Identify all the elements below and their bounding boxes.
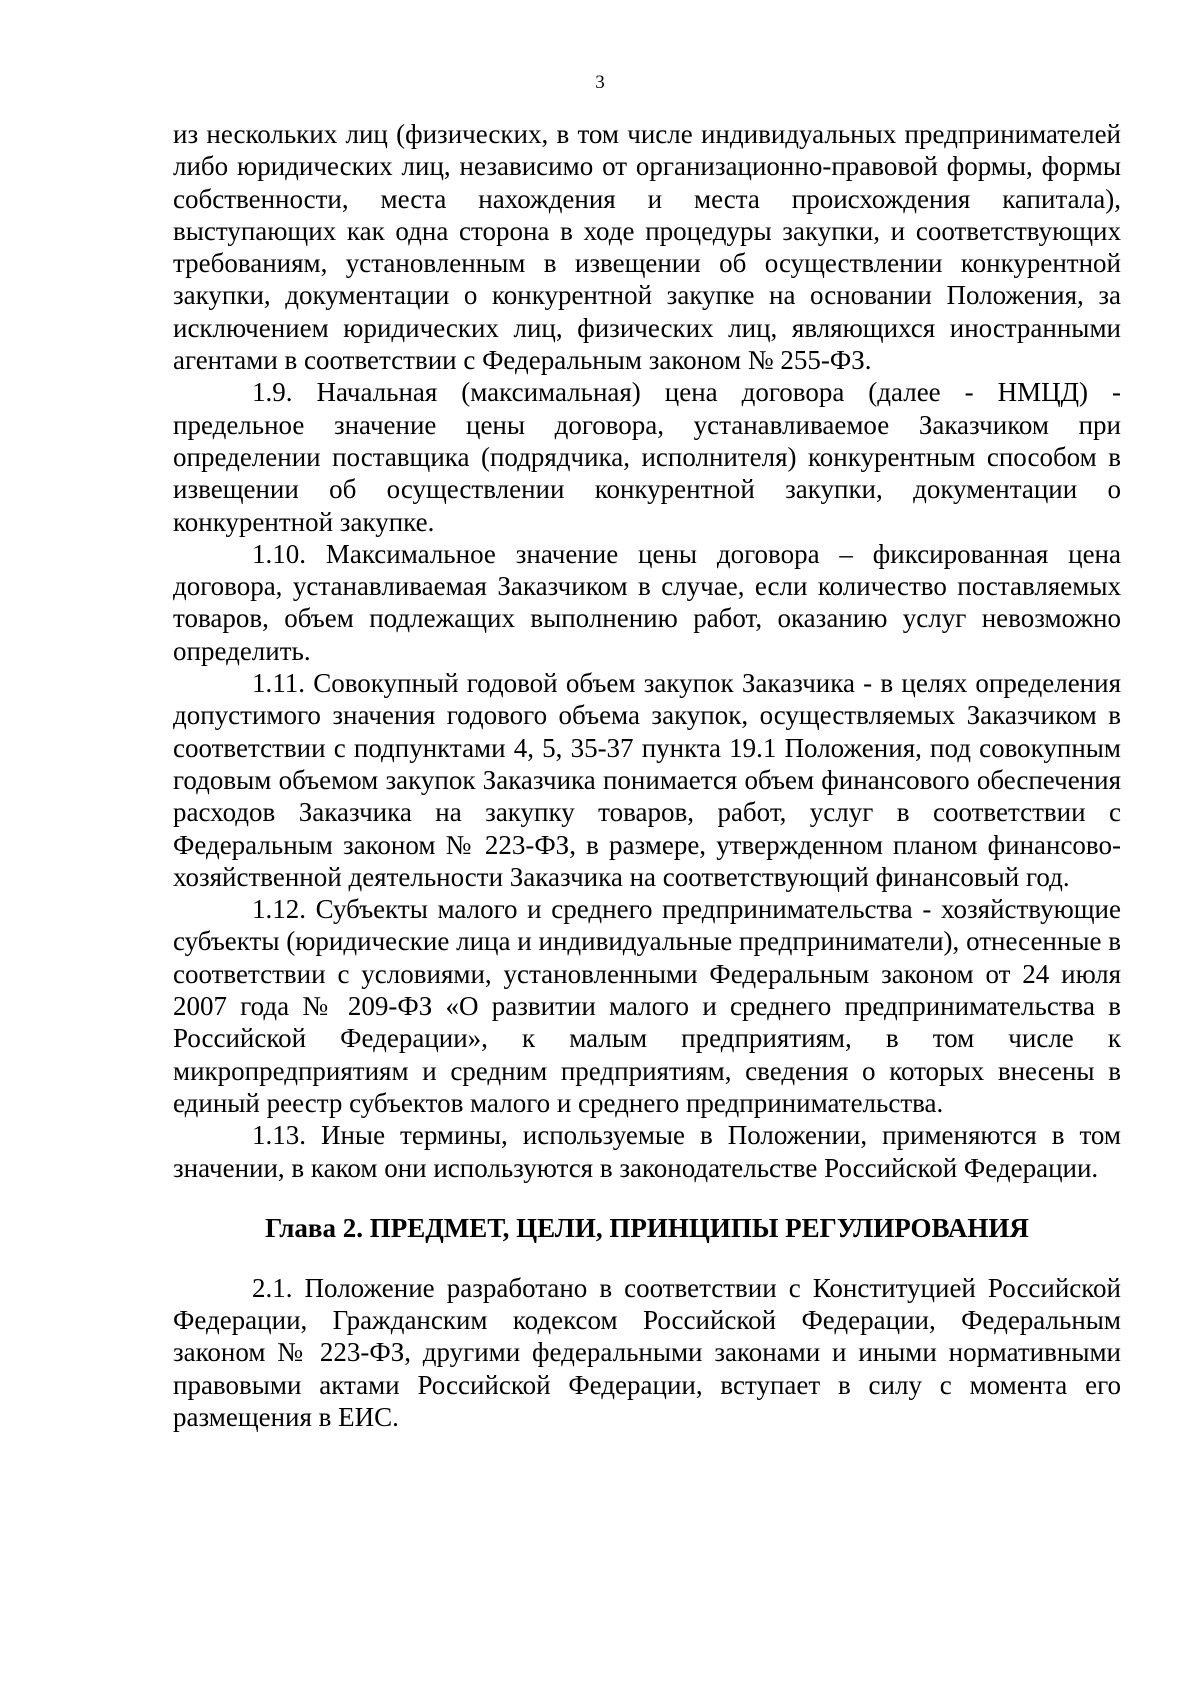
- paragraph-1-12: 1.12. Субъекты малого и среднего предпринимательства - хозяйствующие субъекты (юридические лица и индивидуальные предприниматели), отнесенные в соответствии с условиями, установленными Федеральным законом от 24 июля 2007 года № 209-ФЗ «О развитии малого и среднего предпринимательства в Российской Федерации», к малым предприятиям, в том числе к микропредприятиям и средним предприятиям, сведения о которых внесены в единый реестр субъектов малого и среднего предпринимательства.: [173, 894, 1121, 1118]
- page-number: 3: [595, 72, 605, 93]
- paragraph-continuation: из нескольких лиц (физических, в том числе индивидуальных предпринимателей либо юридических лиц, независимо от организационно-правовой формы, формы собственности, места нахождения и места происхождения капитала), выступающих как одна сторона в ходе процедуры закупки, и соответствующих требованиям, установленным в извещении об осуществлении конкурентной закупки, документации о конкурентной закупке на основании Положения, за исключением юридических лиц, физических лиц, являющихся иностранными агентами в соответствии с Федеральным законом № 255-ФЗ.: [173, 119, 1121, 376]
- page-content: [173, 118, 1121, 1433]
- paragraph-2-1: 2.1. Положение разработано в соответствии с Конституцией Российской Федерации, Гражданским кодексом Российской Федерации, Федеральным законом № 223-ФЗ, другими федеральными законами и иными нормативными правовыми актами Российской Федерации, вступает в силу с момента его размещения в ЕИС.: [173, 1272, 1121, 1432]
- paragraph-1-13: 1.13. Иные термины, используемые в Положении, применяются в том значении, в каком они используются в законодательстве Российской Федерации.: [173, 1120, 1121, 1183]
- paragraph-1-9: 1.9. Начальная (максимальная) цена договора (далее - НМЦД) - предельное значение цены договора, устанавливаемое Заказчиком при определении поставщика (подрядчика, исполнителя) конкурентным способом в извещении об осуществлении конкурентной закупки, документации о конкурентной закупке.: [173, 377, 1121, 537]
- paragraph-1-10: 1.10. Максимальное значение цены договора – фиксированная цена договора, устанавливаемая Заказчиком в случае, если количество поставляемых товаров, объем подлежащих выполнению работ, оказанию услуг невозможно определить.: [173, 538, 1121, 666]
- paragraph-1-11: 1.11. Совокупный годовой объем закупок Заказчика - в целях определения допустимого значения годового объема закупок, осуществляемых Заказчиком в соответствии с подпунктами 4, 5, 35-37 пункта 19.1 Положения, под совокупным годовым объемом закупок Заказчика понимается объем финансового обеспечения расходов Заказчика на закупку товаров, работ, услуг в соответствии с Федеральным законом № 223-ФЗ, в размере, утвержденном планом финансово-хозяйственной деятельности Заказчика на соответствующий финансовый год.: [173, 668, 1121, 892]
- chapter-2-heading: Глава 2. ПРЕДМЕТ, ЦЕЛИ, ПРИНЦИПЫ РЕГУЛИРОВАНИЯ: [265, 1212, 1029, 1243]
